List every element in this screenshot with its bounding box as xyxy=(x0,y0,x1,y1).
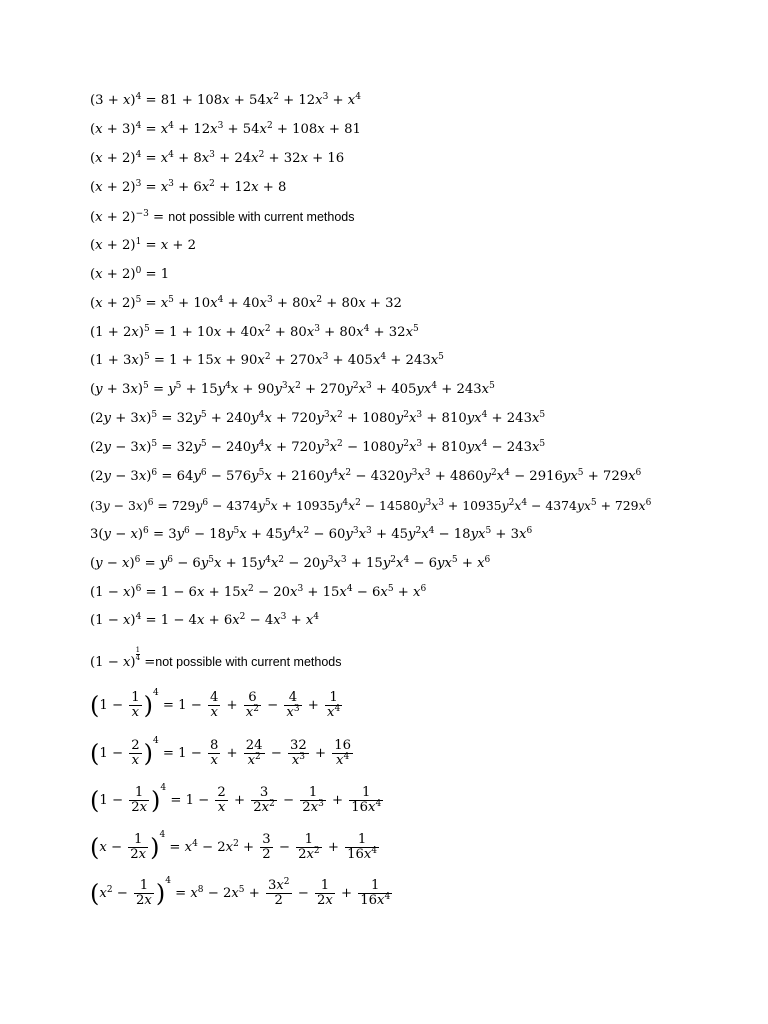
equation-line-24: (x − $\frac{1}{2x}$ )$^4 = x^4 - 2x^2$ + $\frac{3}{2}$ − $\frac{1}{2x^2}$ + $\frac{1}{16x^4}$ xyxy=(90,830,378,862)
note-text: not possible with current methods xyxy=(168,210,355,224)
equation-line-13: $(2y - 3x)^5 = 32y^5 - 240y^4x + 720y^3x^2 - 1080y^2x^3 + 810yx^4 - 243x^5$ xyxy=(90,439,546,455)
equation-line-3: $(x + 2)^4 = x^4 + 8x^3 + 24x^2 + 32x + 16$ xyxy=(90,150,345,166)
equation-line-4: $(x + 2)^3 = x^3 + 6x^2 + 12x + 8$ xyxy=(90,179,287,195)
equation-line-10: $(1 + 3x)^5 = 1 + 15x + 90x^2 + 270x^3 + 405x^4 + 243x^5$ xyxy=(90,352,444,368)
equation-line-11: $(y + 3x)^5 = y^5 + 15y^4x + 90y^3x^2 + 270y^2x^3 + 405yx^4 + 243x^5$ xyxy=(90,381,495,397)
equation-line-25: ($x^2$ − $\frac{1}{2x}$ )$^4 = x^8 - 2x^5$ + $\frac{3x^2}{2}$ − $\frac{1}{2x}$ + $\frac{1}{16x^4}$ xyxy=(90,876,391,908)
equation-line-16: $3(y - x)^6 = 3y^6 - 18y^5x + 45y^4x^2 - 60y^3x^3 + 45y^2x^4 - 18yx^5 + 3x^6$ xyxy=(90,526,533,542)
equation-line-17: $(y - x)^6 = y^6 - 6y^5x + 15y^4x^2 - 20y^3x^3 + 15y^2x^4 - 6yx^5 + x^6$ xyxy=(90,555,491,571)
equation-line-8: $(x + 2)^5 = x^5 + 10x^4 + 40x^3 + 80x^2 + 80x + 32$ xyxy=(90,295,402,311)
equation-line-21: (1 − $\frac{1}{x}$ )$^4$ = 1 − $\frac{4}{x}$ + $\frac{6}{x^2}$ − $\frac{4}{x^3}$ + $\frac{1}{x^4}$ xyxy=(90,688,341,720)
equation-line-6: $(x + 2)^1 = x + 2$ xyxy=(90,237,196,253)
equation-line-23: (1 − $\frac{1}{2x}$ )$^4$ = 1 − $\frac{2}{x}$ + $\frac{3}{2x^2}$ − $\frac{1}{2x^3}$ + $\frac{1}{16x^4}$ xyxy=(90,783,382,815)
equation-line-2: $(x + 3)^4 = x^4 + 12x^3 + 54x^2 + 108x + 81$ xyxy=(90,121,361,137)
note-text: not possible with current methods xyxy=(155,655,342,669)
equation-line-1: $(3 + x)^4 = 81 + 108x + 54x^2 + 12x^3 + x^4$ xyxy=(90,92,361,108)
equation-line-18: $(1 - x)^6 = 1 - 6x + 15x^2 - 20x^3 + 15x^4 - 6x^5 + x^6$ xyxy=(90,584,427,600)
equation-line-7: $(x + 2)^0 = 1$ xyxy=(90,266,170,282)
equation-line-20: $(1 - x)\frac{1}{4}$ =not possible with current methods xyxy=(90,646,342,670)
equation-line-15: $(3y - 3x)^6 = 729y^6 - 4374y^5x + 10935y^4x^2 - 14580y^3x^3 + 10935y^2x^4 - 4374yx^5 + 729x^6$ xyxy=(90,498,652,513)
equation-line-14: $(2y - 3x)^6 = 64y^6 - 576y^5x + 2160y^4x^2 - 4320y^3x^3 + 4860y^2x^4 - 2916yx^5 + 729x^6$ xyxy=(90,468,642,484)
equation-line-22: (1 − $\frac{2}{x}$ )$^4$ = 1 − $\frac{8}{x}$ + $\frac{24}{x^2}$ − $\frac{32}{x^3}$ + $\frac{16}{x^4}$ xyxy=(90,736,352,768)
equation-line-12: $(2y + 3x)^5 = 32y^5 + 240y^4x + 720y^3x^2 + 1080y^2x^3 + 810yx^4 + 243x^5$ xyxy=(90,410,546,426)
equation-line-19: $(1 - x)^4 = 1 - 4x + 6x^2 - 4x^3 + x^4$ xyxy=(90,612,319,628)
equation-line-5: $(x + 2)^{-3}$ = not possible with current methods xyxy=(90,209,355,225)
equation-line-9: $(1 + 2x)^5 = 1 + 10x + 40x^2 + 80x^3 + 80x^4 + 32x^5$ xyxy=(90,324,419,340)
